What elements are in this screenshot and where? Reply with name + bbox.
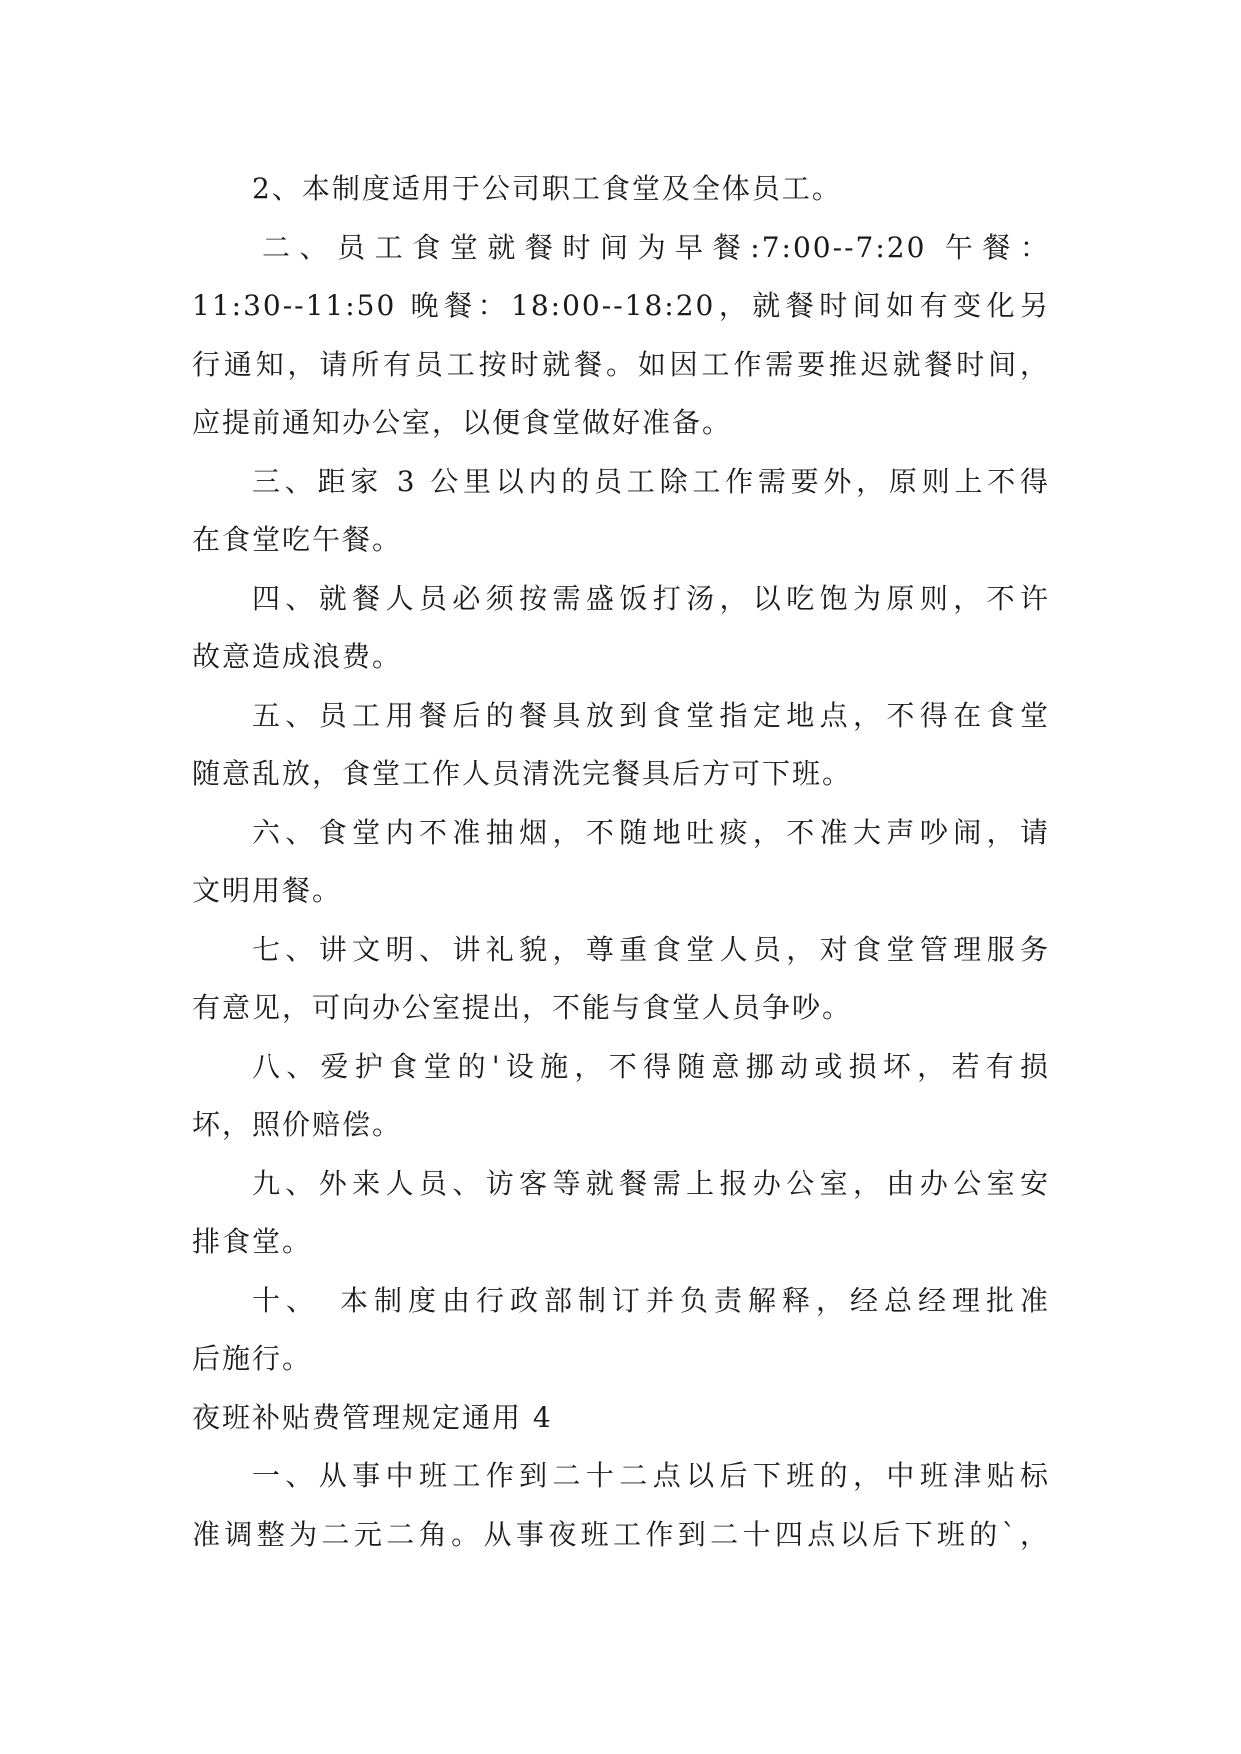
paragraph-line: 准调整为二元二角。从事夜班工作到二十四点以后下班的`， bbox=[192, 1517, 1050, 1551]
paragraph-line: 五、员工用餐后的餐具放到食堂指定地点，不得在食堂 bbox=[252, 698, 1050, 732]
paragraph-line: 文明用餐。 bbox=[192, 874, 343, 907]
paragraph-shift-allowance bbox=[192, 1447, 1050, 1564]
paragraph-line: 排食堂。 bbox=[192, 1225, 313, 1258]
section-heading-text: 夜班补贴费管理规定通用 4 bbox=[192, 1400, 553, 1434]
paragraph-line: 八、爱护食堂的'设施，不得随意挪动或损坏，若有损 bbox=[252, 1049, 1050, 1083]
paragraph-distance-rule bbox=[192, 453, 1050, 570]
paragraph-line: 行通知，请所有员工按时就餐。如因工作需要推迟就餐时间， bbox=[192, 347, 1050, 381]
paragraph-line: 一、从事中班工作到二十二点以后下班的，中班津贴标 bbox=[252, 1459, 1050, 1492]
paragraph-line: 2、本制度适用于公司职工食堂及全体员工。 bbox=[252, 172, 842, 205]
paragraph-line: 11:30--11:50 晚餐：18:00--18:20，就餐时间如有变化另 bbox=[192, 289, 1050, 322]
section-heading bbox=[192, 1389, 1050, 1448]
paragraph-item-2 bbox=[192, 160, 1050, 219]
document-body bbox=[192, 160, 1050, 1564]
paragraph-tableware bbox=[192, 687, 1050, 804]
paragraph-line: 七、讲文明、讲礼貌，尊重食堂人员，对食堂管理服务 bbox=[252, 932, 1050, 966]
paragraph-interpretation bbox=[192, 1272, 1050, 1389]
paragraph-line: 随意乱放，食堂工作人员清洗完餐具后方可下班。 bbox=[192, 757, 853, 790]
paragraph-line: 后施行。 bbox=[192, 1342, 313, 1375]
paragraph-courtesy bbox=[192, 921, 1050, 1038]
paragraph-line: 三、距家 3 公里以内的员工除工作需要外，原则上不得 bbox=[252, 464, 1050, 498]
paragraph-no-waste bbox=[192, 570, 1050, 687]
paragraph-line: 六、食堂内不准抽烟，不随地吐痰，不准大声吵闹，请 bbox=[252, 815, 1050, 849]
paragraph-facilities bbox=[192, 1038, 1050, 1155]
paragraph-no-smoking bbox=[192, 804, 1050, 921]
paragraph-line: 应提前通知办公室，以便食堂做好准备。 bbox=[192, 406, 733, 439]
paragraph-dining-times bbox=[192, 219, 1050, 453]
paragraph-line: 故意造成浪费。 bbox=[192, 640, 403, 673]
paragraph-line: 十、 本制度由行政部制订并负责解释，经总经理批准 bbox=[252, 1283, 1050, 1317]
paragraph-line: 九、外来人员、访客等就餐需上报办公室，由办公室安 bbox=[252, 1166, 1050, 1200]
paragraph-line: 有意见，可向办公室提出，不能与食堂人员争吵。 bbox=[192, 991, 853, 1024]
paragraph-line: 二、员工食堂就餐时间为早餐:7:00--7:20 午餐： bbox=[262, 230, 1050, 264]
paragraph-visitors bbox=[192, 1155, 1050, 1272]
paragraph-line: 四、就餐人员必须按需盛饭打汤，以吃饱为原则，不许 bbox=[252, 581, 1050, 615]
paragraph-line: 在食堂吃午餐。 bbox=[192, 523, 403, 556]
paragraph-line: 坏，照价赔偿。 bbox=[192, 1108, 403, 1141]
